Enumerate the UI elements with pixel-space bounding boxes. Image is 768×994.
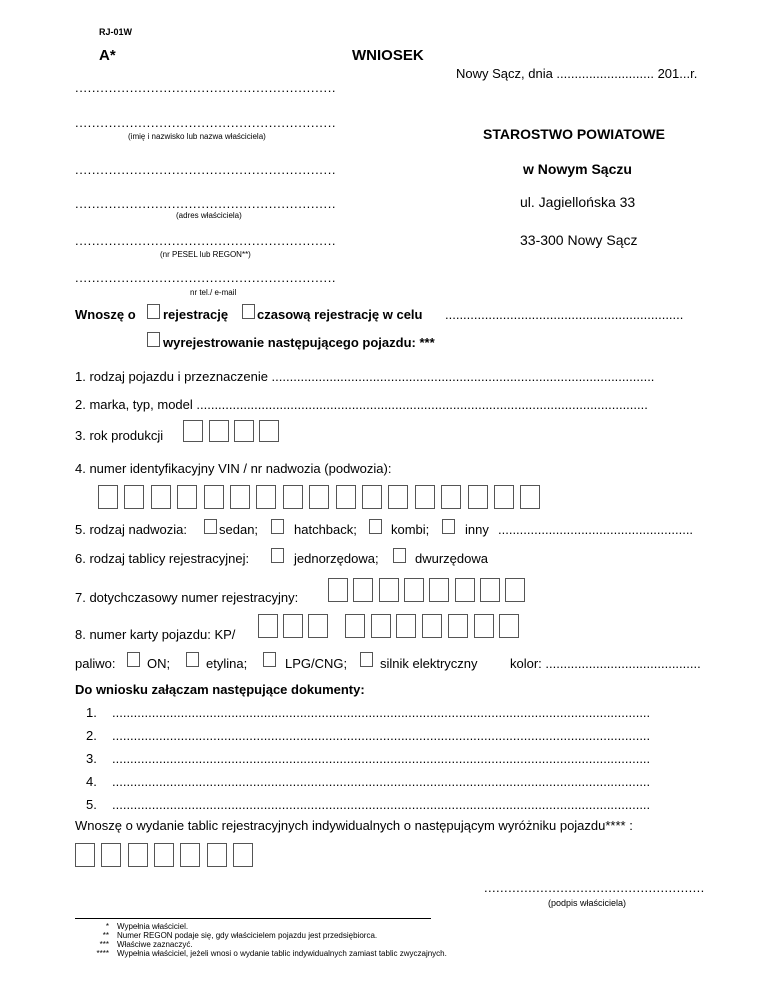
vin-character-box[interactable] bbox=[98, 485, 118, 509]
name-label: (imię i nazwisko lub nazwa właściciela) bbox=[128, 132, 266, 141]
vehicle-card-character-box[interactable] bbox=[499, 614, 519, 638]
plate-character-box[interactable] bbox=[207, 843, 227, 867]
attachment-field[interactable]: ..................................................................................................................................................... bbox=[112, 797, 651, 812]
vin-character-box[interactable] bbox=[441, 485, 461, 509]
double-row-plate-label: dwurzędowa bbox=[415, 551, 488, 566]
name-line-1[interactable]: .............................................................. bbox=[75, 80, 337, 95]
vin-character-box[interactable] bbox=[230, 485, 250, 509]
registration-character-box[interactable] bbox=[379, 578, 399, 602]
color-field[interactable]: kolor: ........................................... bbox=[510, 656, 701, 671]
plate-character-box[interactable] bbox=[101, 843, 121, 867]
footnote-text: Wypełnia właściciel. bbox=[117, 922, 189, 931]
attachment-number: 5. bbox=[86, 797, 97, 812]
place-date-field[interactable]: Nowy Sącz, dnia ........................... 201...r. bbox=[456, 66, 698, 81]
vehicle-card-character-box[interactable] bbox=[371, 614, 391, 638]
year-digit-box[interactable] bbox=[234, 420, 254, 442]
plate-character-box[interactable] bbox=[154, 843, 174, 867]
production-year-label: 3. rok produkcji bbox=[75, 428, 164, 443]
vehicle-card-character-box[interactable] bbox=[283, 614, 303, 638]
plate-character-box[interactable] bbox=[128, 843, 148, 867]
vehicle-card-character-box[interactable] bbox=[422, 614, 442, 638]
fuel-lpg-checkbox[interactable] bbox=[263, 652, 276, 667]
make-model-field[interactable]: 2. marka, typ, model ............................................................................................................................. bbox=[75, 397, 648, 412]
recipient-postal: 33-300 Nowy Sącz bbox=[520, 232, 638, 248]
fuel-on-checkbox[interactable] bbox=[127, 652, 140, 667]
single-row-plate-label: jednorzędowa; bbox=[294, 551, 379, 566]
registration-character-box[interactable] bbox=[505, 578, 525, 602]
vin-character-box[interactable] bbox=[151, 485, 171, 509]
single-row-plate-checkbox[interactable] bbox=[271, 548, 284, 563]
attachment-field[interactable]: ..................................................................................................................................................... bbox=[112, 751, 651, 766]
registration-character-box[interactable] bbox=[353, 578, 373, 602]
vin-character-box[interactable] bbox=[520, 485, 540, 509]
request-intro: Wnoszę o bbox=[75, 307, 136, 322]
other-body-label: inny bbox=[465, 522, 489, 537]
recipient-street: ul. Jagiellońska 33 bbox=[520, 194, 636, 210]
footnote-text: Właściwe zaznaczyć. bbox=[117, 940, 193, 949]
temporary-registration-label: czasową rejestrację w celu bbox=[257, 307, 423, 322]
plate-character-box[interactable] bbox=[75, 843, 95, 867]
sedan-label: sedan; bbox=[219, 522, 259, 537]
temporary-registration-checkbox[interactable] bbox=[242, 304, 255, 319]
fuel-petrol-label: etylina; bbox=[206, 656, 248, 671]
vehicle-card-character-box[interactable] bbox=[396, 614, 416, 638]
attachment-field[interactable]: ..................................................................................................................................................... bbox=[112, 728, 651, 743]
previous-registration-label: 7. dotychczasowy numer rejestracyjny: bbox=[75, 590, 299, 605]
fuel-petrol-checkbox[interactable] bbox=[186, 652, 199, 667]
signature-field[interactable]: ....................................................... bbox=[484, 880, 705, 895]
year-digit-box[interactable] bbox=[209, 420, 229, 442]
attachment-field[interactable]: ..................................................................................................................................................... bbox=[112, 705, 651, 720]
deregister-checkbox[interactable] bbox=[147, 332, 160, 347]
attachment-number: 4. bbox=[86, 774, 97, 789]
hatchback-checkbox[interactable] bbox=[271, 519, 284, 534]
vin-character-box[interactable] bbox=[177, 485, 197, 509]
attachments-heading: Do wniosku załączam następujące dokumenty: bbox=[75, 682, 365, 697]
vin-character-box[interactable] bbox=[415, 485, 435, 509]
vehicle-card-character-box[interactable] bbox=[448, 614, 468, 638]
registration-character-box[interactable] bbox=[328, 578, 348, 602]
vin-character-box[interactable] bbox=[124, 485, 144, 509]
other-body-field[interactable]: ...................................................... bbox=[498, 522, 694, 537]
footnote-mark: **** bbox=[96, 949, 109, 958]
plate-type-label: 6. rodzaj tablicy rejestracyjnej: bbox=[75, 551, 250, 566]
footnote-mark: ** bbox=[102, 931, 109, 940]
sedan-checkbox[interactable] bbox=[204, 519, 217, 534]
kombi-checkbox[interactable] bbox=[369, 519, 382, 534]
vehicle-card-label: 8. numer karty pojazdu: KP/ bbox=[75, 627, 236, 642]
address-line-1[interactable]: .............................................................. bbox=[75, 162, 337, 177]
fuel-on-label: ON; bbox=[147, 656, 171, 671]
body-type-label: 5. rodzaj nadwozia: bbox=[75, 522, 188, 537]
deregister-label: wyrejestrowanie następującego pojazdu: *** bbox=[163, 335, 435, 350]
vehicle-card-character-box[interactable] bbox=[345, 614, 365, 638]
vin-character-box[interactable] bbox=[309, 485, 329, 509]
registration-checkbox[interactable] bbox=[147, 304, 160, 319]
address-label: (adres właściciela) bbox=[176, 211, 242, 220]
other-body-checkbox[interactable] bbox=[442, 519, 455, 534]
form-title: WNIOSEK bbox=[352, 47, 424, 64]
double-row-plate-checkbox[interactable] bbox=[393, 548, 406, 563]
temporary-purpose-field[interactable]: .................................................................. bbox=[445, 307, 684, 322]
year-digit-box[interactable] bbox=[259, 420, 279, 442]
year-digit-box[interactable] bbox=[183, 420, 203, 442]
attachment-number: 1. bbox=[86, 705, 97, 720]
phone-label: nr tel./ e-mail bbox=[190, 288, 237, 297]
form-code: RJ-01W bbox=[99, 27, 133, 37]
vehicle-card-character-box[interactable] bbox=[308, 614, 328, 638]
footnote-divider bbox=[75, 918, 431, 919]
plate-character-box[interactable] bbox=[233, 843, 253, 867]
plate-character-box[interactable] bbox=[180, 843, 200, 867]
pesel-label: (nr PESEL lub REGON**) bbox=[160, 250, 251, 259]
pesel-line[interactable]: .............................................................. bbox=[75, 233, 337, 248]
fuel-lpg-label: LPG/CNG; bbox=[285, 656, 348, 671]
vin-character-box[interactable] bbox=[204, 485, 224, 509]
phone-line[interactable]: .............................................................. bbox=[75, 270, 337, 285]
attachment-number: 3. bbox=[86, 751, 97, 766]
vehicle-type-field[interactable]: 1. rodzaj pojazdu i przeznaczenie .......................................................................................................... bbox=[75, 369, 655, 384]
footnote-text: Numer REGON podaje się, gdy właścicielem pojazdu jest przedsiębiorca. bbox=[117, 931, 378, 940]
vin-label: 4. numer identyfikacyjny VIN / nr nadwozia (podwozia): bbox=[75, 461, 392, 476]
fuel-electric-checkbox[interactable] bbox=[360, 652, 373, 667]
recipient-office: STAROSTWO POWIATOWE bbox=[483, 126, 665, 142]
address-line-2[interactable]: .............................................................. bbox=[75, 196, 337, 211]
vin-character-box[interactable] bbox=[362, 485, 382, 509]
hatchback-label: hatchback; bbox=[294, 522, 357, 537]
footnote-text: Wypełnia właściciel, jeżeli wnosi o wydanie tablic indywidualnych zamiast tablic zwyczajnych. bbox=[117, 949, 447, 958]
vehicle-card-character-box[interactable] bbox=[258, 614, 278, 638]
registration-character-box[interactable] bbox=[455, 578, 475, 602]
vin-character-box[interactable] bbox=[468, 485, 488, 509]
vin-character-box[interactable] bbox=[256, 485, 276, 509]
recipient-city: w Nowym Sączu bbox=[523, 161, 632, 177]
footnote-mark: * bbox=[105, 922, 109, 931]
attachment-field[interactable]: ..................................................................................................................................................... bbox=[112, 774, 651, 789]
vin-character-box[interactable] bbox=[388, 485, 408, 509]
kombi-label: kombi; bbox=[391, 522, 430, 537]
vin-character-box[interactable] bbox=[336, 485, 356, 509]
attachment-number: 2. bbox=[86, 728, 97, 743]
registration-label: rejestrację bbox=[163, 307, 229, 322]
name-line-2[interactable]: .............................................................. bbox=[75, 115, 337, 130]
fuel-electric-label: silnik elektryczny bbox=[380, 656, 478, 671]
registration-character-box[interactable] bbox=[404, 578, 424, 602]
vin-character-box[interactable] bbox=[494, 485, 514, 509]
fuel-label: paliwo: bbox=[75, 656, 116, 671]
custom-plates-text: Wnoszę o wydanie tablic rejestracyjnych indywidualnych o następującym wyróżniku pojazdu**** : bbox=[75, 818, 633, 833]
form-marker: A* bbox=[99, 47, 116, 64]
vin-character-box[interactable] bbox=[283, 485, 303, 509]
registration-character-box[interactable] bbox=[429, 578, 449, 602]
signature-label: (podpis właściciela) bbox=[548, 898, 627, 908]
registration-character-box[interactable] bbox=[480, 578, 500, 602]
footnote-mark: *** bbox=[99, 940, 109, 949]
vehicle-card-character-box[interactable] bbox=[474, 614, 494, 638]
